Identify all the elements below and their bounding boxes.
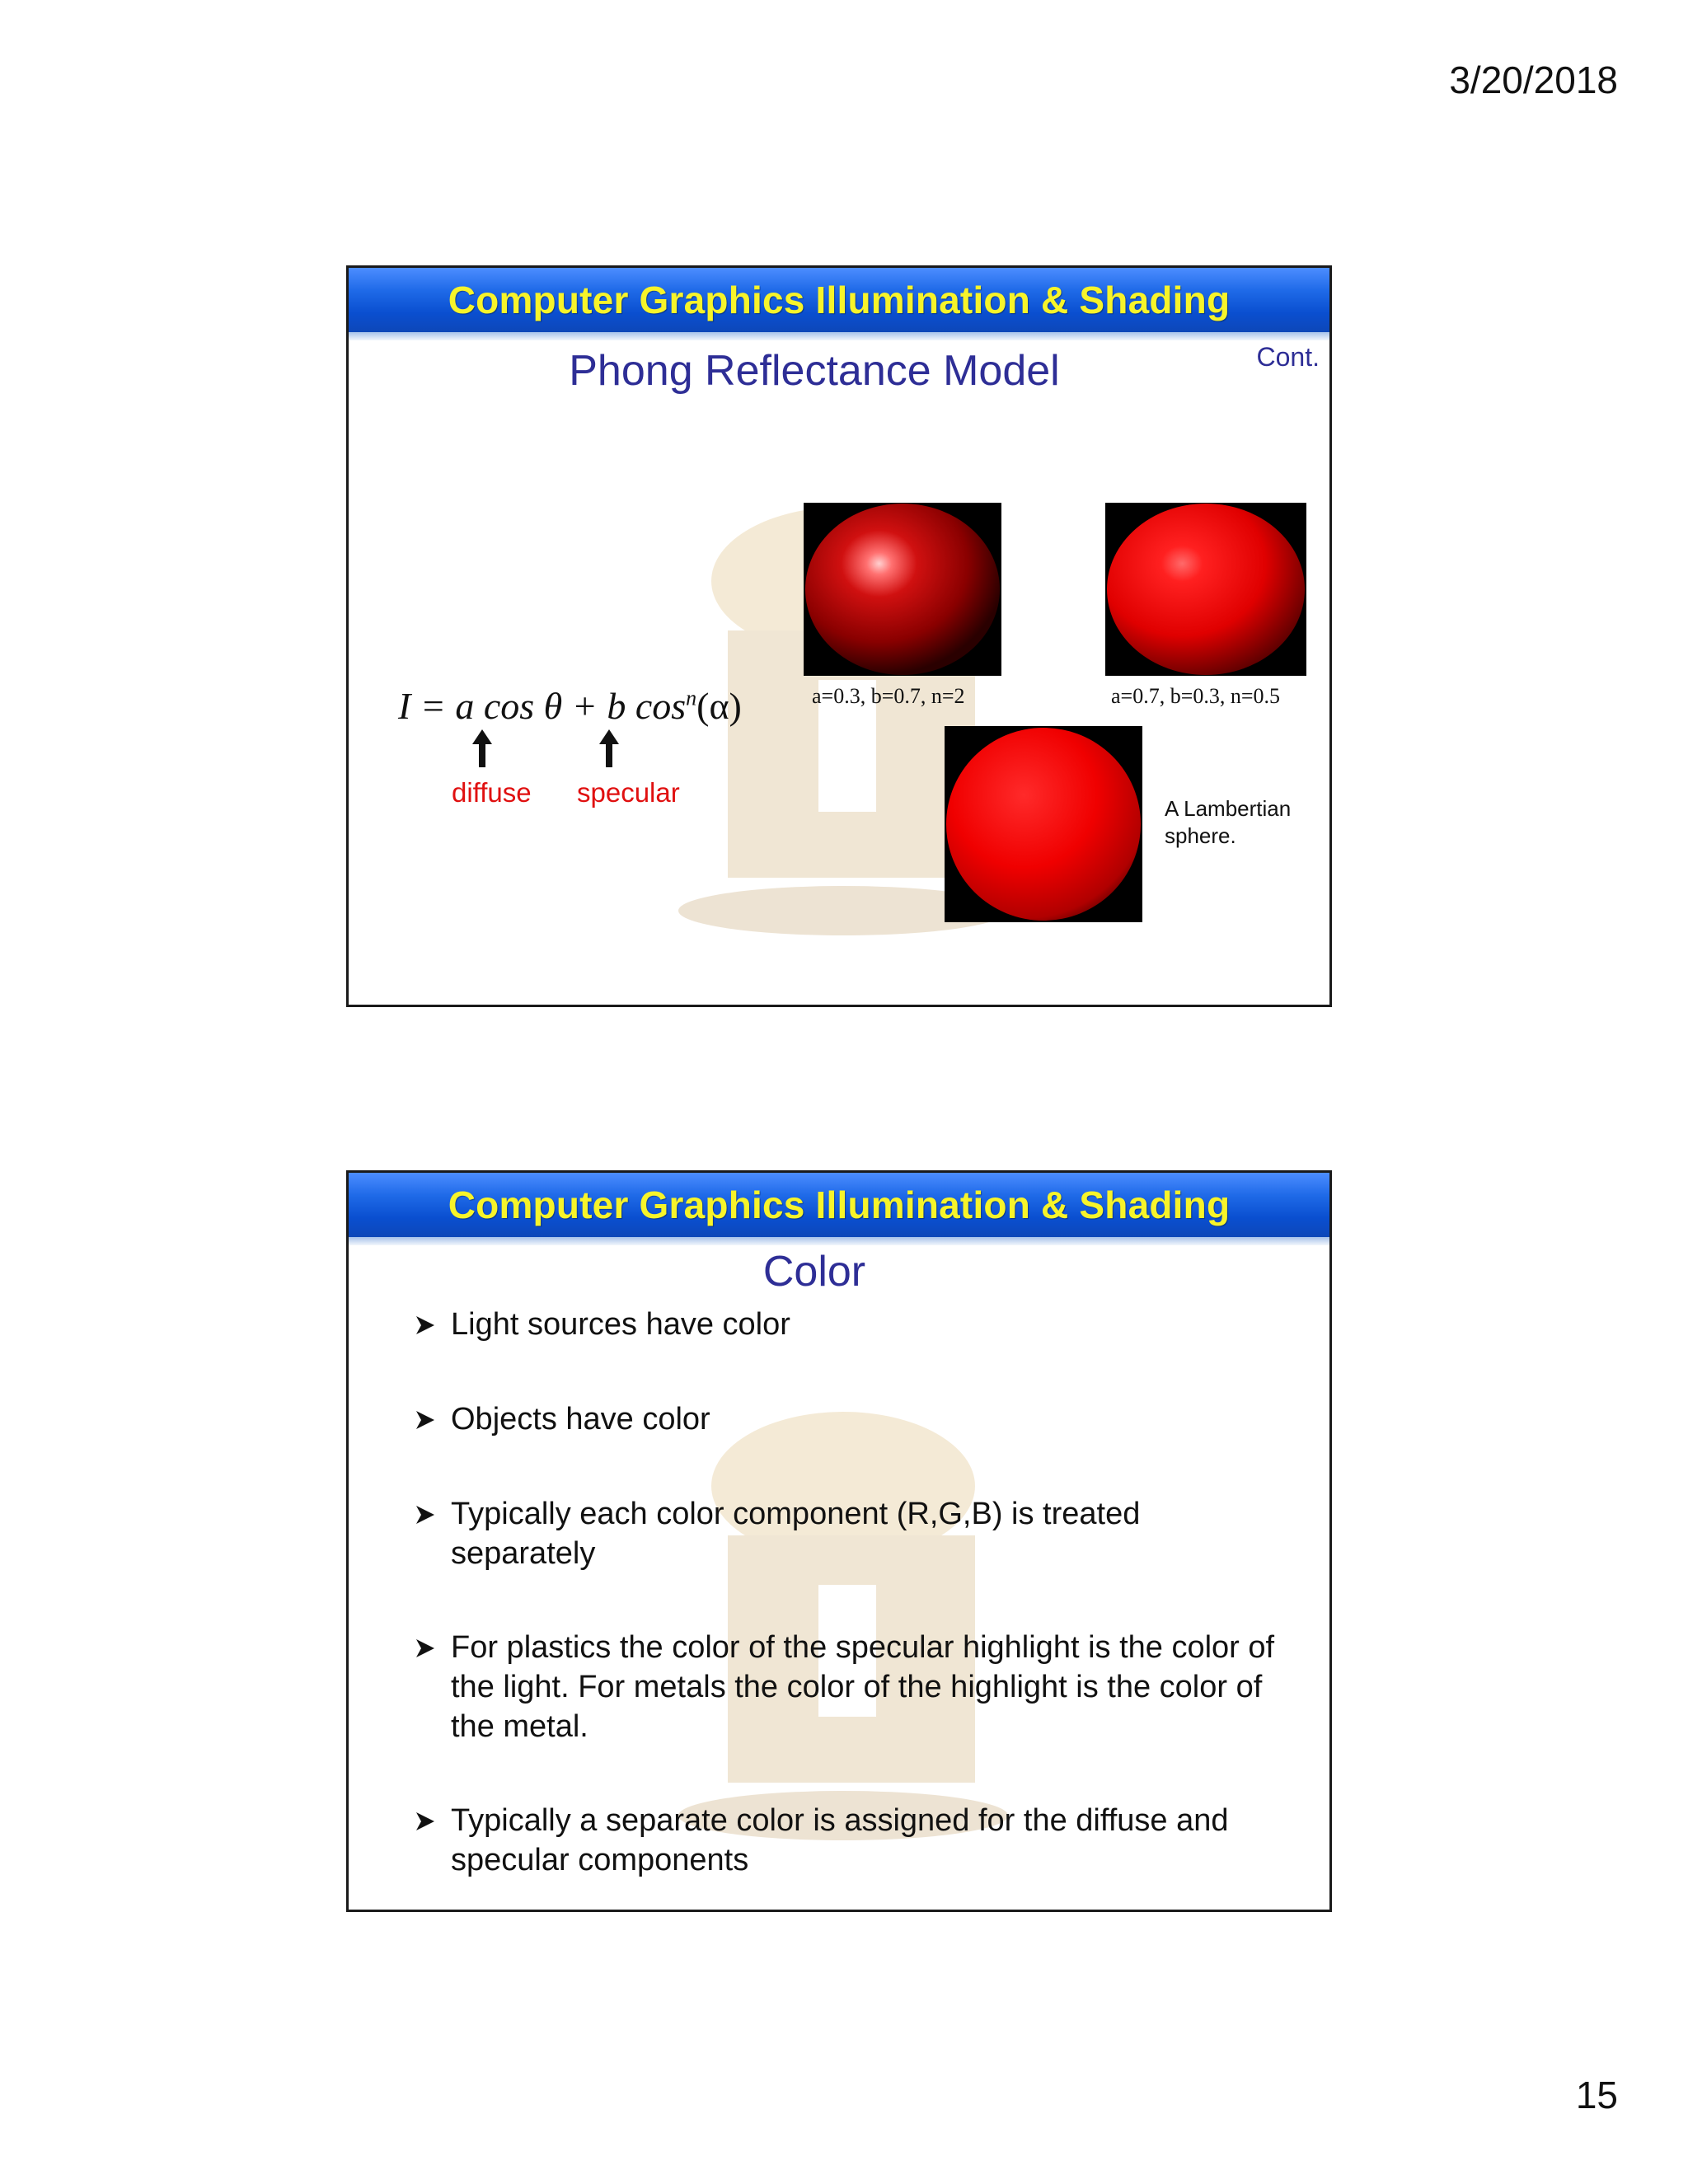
page-date: 3/20/2018 <box>1449 59 1618 101</box>
slide-title: Phong Reflectance Model <box>569 347 1060 395</box>
specular-label: specular <box>577 777 680 808</box>
cont-label: Cont. <box>1256 342 1320 372</box>
slide-banner <box>349 1173 1329 1237</box>
arrow-up-icon <box>599 729 619 767</box>
formula-main: I = a cos θ + b cos <box>398 685 687 727</box>
arrow-bullet-icon <box>415 1811 436 1832</box>
lambertian-sphere <box>945 726 1142 922</box>
slide-phong <box>346 265 1332 1007</box>
diffuse-label: diffuse <box>452 777 532 808</box>
banner-title: Computer Graphics Illumination & Shading <box>448 279 1231 321</box>
slide-color <box>346 1170 1332 1912</box>
arrow-bullet-icon <box>415 1315 436 1336</box>
list-item: Typically a separate color is assigned for the diffuse and specular components <box>415 1801 1275 1880</box>
list-item: Objects have color <box>415 1399 1292 1439</box>
arrow-up-icon <box>472 729 492 767</box>
phong-formula <box>398 684 742 728</box>
banner-title: Computer Graphics Illumination & Shading <box>448 1183 1231 1226</box>
formula-exponent: n <box>686 686 697 710</box>
arrow-bullet-icon <box>415 1504 436 1526</box>
arrow-bullet-icon <box>415 1409 436 1431</box>
phong-sphere-1 <box>804 503 1001 676</box>
list-item: Light sources have color <box>415 1305 1292 1344</box>
watermark-logo-icon <box>654 1387 1033 1849</box>
formula-argument: (α) <box>696 685 742 727</box>
sphere-1-caption: a=0.3, b=0.7, n=2 <box>812 684 965 708</box>
lambertian-caption: A Lambertian sphere. <box>1165 796 1292 848</box>
list-item: Typically each color component (R,G,B) is treated separately <box>415 1494 1234 1573</box>
page-number: 15 <box>1575 2074 1618 2116</box>
slide-banner <box>349 268 1329 332</box>
slide-title: Color <box>762 1248 866 1296</box>
list-item: For plastics the color of the specular highlight is the color of the light. For metals the color of the highlight is the color of the metal. <box>415 1628 1275 1746</box>
arrow-bullet-icon <box>415 1638 436 1659</box>
sphere-2-caption: a=0.7, b=0.3, n=0.5 <box>1111 684 1281 708</box>
phong-sphere-2 <box>1105 503 1306 676</box>
